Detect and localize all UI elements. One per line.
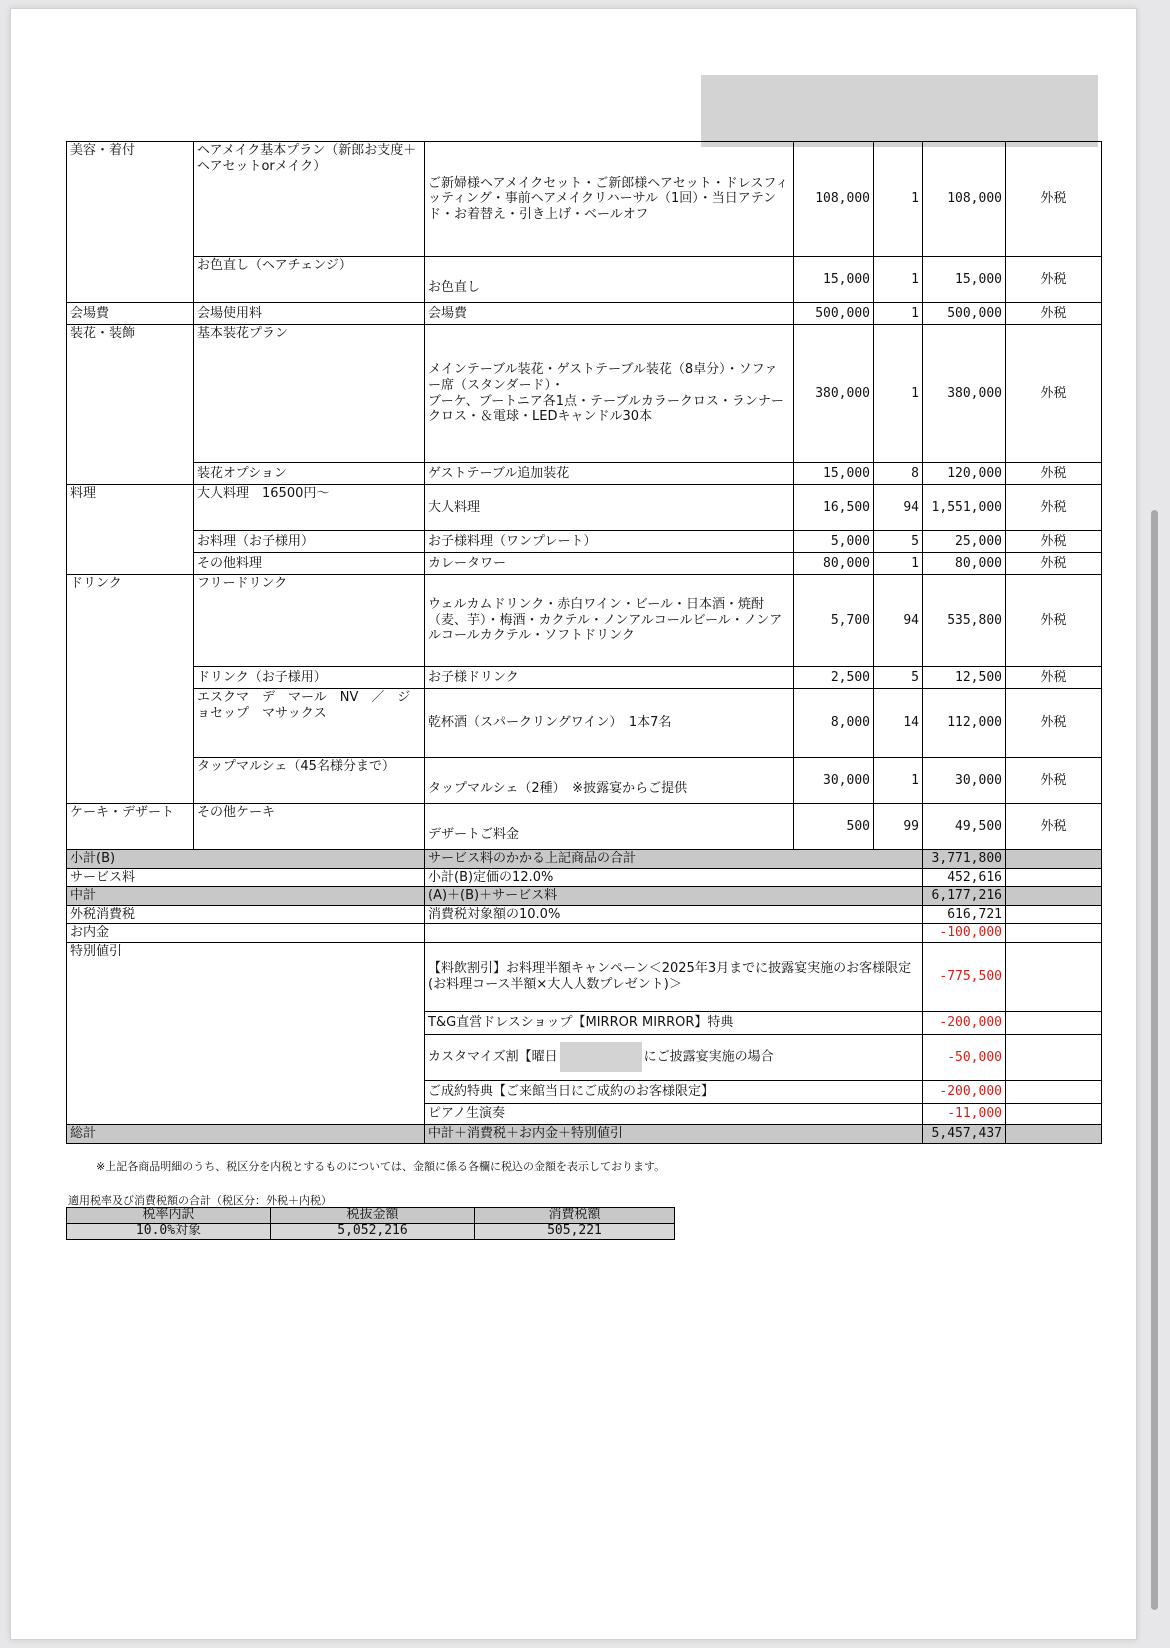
- midtotal-label: 中計: [67, 887, 425, 906]
- discount-description: [425, 1034, 923, 1080]
- subtotal-label: 小計(B): [67, 850, 425, 869]
- tax-type-cell: 外税: [1006, 575, 1102, 667]
- item-cell: 基本装花プラン: [194, 325, 425, 463]
- price-cell: 2,500: [794, 667, 874, 689]
- deposit-row: [67, 924, 1102, 943]
- tax-type-cell: 外税: [1006, 142, 1102, 257]
- category-cell: 料理: [67, 485, 194, 575]
- amount-cell: 1,551,000: [923, 485, 1006, 531]
- tax-type-cell: 外税: [1006, 531, 1102, 553]
- qty-cell: 5: [874, 667, 923, 689]
- discount-value: -775,500: [923, 942, 1006, 1011]
- item-cell: その他料理: [194, 553, 425, 575]
- description-cell: [425, 325, 794, 463]
- table-row: [67, 485, 1102, 531]
- description-cell: ご新婦様ヘアメイクセット・ご新郎様ヘアセット・ドレスフィッティング・事前ヘアメイクリハーサル（1回）・当日アテンド・お着替え・引き上げ・ベールオフ: [425, 142, 794, 257]
- service-charge-value: 452,616: [923, 868, 1006, 887]
- service-charge-row: [67, 868, 1102, 887]
- column-header: 消費税額: [475, 1208, 675, 1224]
- description-line: メインテーブル装花・ゲストテーブル装花（8卓分）・ソファー席（スタンダード）・: [428, 362, 778, 393]
- service-charge-label: サービス料: [67, 868, 425, 887]
- category-cell: 美容・着付: [67, 142, 194, 303]
- subtotal-description: サービス料のかかる上記商品の合計: [425, 850, 923, 869]
- amount-cell: 120,000: [923, 463, 1006, 485]
- item-cell: お料理（お子様用）: [194, 531, 425, 553]
- table-row: [67, 553, 1102, 575]
- discount-description: T&G直営ドレスショップ【MIRROR MIRROR】特典: [425, 1011, 923, 1034]
- tax-amount-cell: 505,221: [475, 1223, 675, 1239]
- description-cell: 会場費: [425, 303, 794, 325]
- qty-cell: 94: [874, 485, 923, 531]
- amount-cell: 12,500: [923, 667, 1006, 689]
- tax-type-cell: 外税: [1006, 303, 1102, 325]
- tax-type-cell: 外税: [1006, 758, 1102, 804]
- tax-type-cell: 外税: [1006, 804, 1102, 850]
- tax-summary-table: [66, 1207, 675, 1240]
- grand-total-row: [67, 1124, 1102, 1143]
- tax-type-cell: 外税: [1006, 463, 1102, 485]
- item-cell: 会場使用料: [194, 303, 425, 325]
- discount-description-end: にご披露宴実施の場合: [643, 1049, 774, 1065]
- amount-cell: 80,000: [923, 553, 1006, 575]
- tax-type-cell: 外税: [1006, 553, 1102, 575]
- column-header: 税抜金額: [271, 1208, 475, 1224]
- grand-total-label: 総計: [67, 1124, 425, 1143]
- amount-cell: 112,000: [923, 689, 1006, 758]
- subtotal-row: [67, 850, 1102, 869]
- description-cell: 乾杯酒（スパークリングワイン） 1本7名: [425, 689, 794, 758]
- description-line: ブーケ、ブートニア各1点・テーブルカラークロス・ランナークロス・＆電球・LEDキャンドル30本: [428, 393, 784, 425]
- price-cell: 8,000: [794, 689, 874, 758]
- table-row: [67, 758, 1102, 804]
- tax-type-cell: 外税: [1006, 485, 1102, 531]
- redacted-block: [701, 75, 1098, 147]
- tax-rate-cell: 10.0%対象: [67, 1223, 271, 1239]
- tax-type-cell: 外税: [1006, 325, 1102, 463]
- table-row: [67, 689, 1102, 758]
- amount-cell: 15,000: [923, 257, 1006, 303]
- qty-cell: 1: [874, 758, 923, 804]
- qty-cell: 1: [874, 325, 923, 463]
- qty-cell: 1: [874, 257, 923, 303]
- deposit-value: -100,000: [923, 924, 1006, 943]
- tax-summary-row: [67, 1223, 675, 1239]
- price-cell: 5,000: [794, 531, 874, 553]
- tax-note: ※上記各商品明細のうち、税区分を内税とするものについては、金額に係る各欄に税込の金額を表示しております。: [96, 1160, 666, 1173]
- amount-cell: 380,000: [923, 325, 1006, 463]
- table-row: [67, 257, 1102, 303]
- amount-cell: 30,000: [923, 758, 1006, 804]
- grand-total-value: 5,457,437: [923, 1124, 1006, 1143]
- discount-row: [67, 942, 1102, 1011]
- item-cell: エスクマ デ マール NV ／ ジョセップ マサックス: [194, 689, 425, 758]
- item-cell: フリードリンク: [194, 575, 425, 667]
- description-cell: 大人料理: [425, 485, 794, 531]
- price-cell: 16,500: [794, 485, 874, 531]
- amount-cell: 49,500: [923, 804, 1006, 850]
- table-row: [67, 463, 1102, 485]
- description-cell: タップマルシェ（2種） ※披露宴からご提供: [425, 758, 794, 804]
- category-cell: ドリンク: [67, 575, 194, 804]
- deposit-description: [425, 924, 923, 943]
- description-cell: カレータワー: [425, 553, 794, 575]
- tax-type-cell: 外税: [1006, 689, 1102, 758]
- grand-total-description: 中計＋消費税＋お内金＋特別値引: [425, 1124, 923, 1143]
- midtotal-value: 6,177,216: [923, 887, 1006, 906]
- deposit-label: お内金: [67, 924, 425, 943]
- description-cell: ウェルカムドリンク・赤白ワイン・ビール・日本酒・焼酎（麦、芋）・梅酒・カクテル・ノンアルコールビール・ノンアルコールカクテル・ソフトドリンク: [425, 575, 794, 667]
- tax-summary-header: [67, 1208, 675, 1224]
- table-row: [67, 804, 1102, 850]
- qty-cell: 1: [874, 142, 923, 257]
- price-cell: 500: [794, 804, 874, 850]
- price-cell: 15,000: [794, 257, 874, 303]
- consumption-tax-description: 消費税対象額の10.0%: [425, 905, 923, 924]
- discount-description: ピアノ生演奏: [425, 1103, 923, 1124]
- qty-cell: 1: [874, 303, 923, 325]
- item-cell: 大人料理 16500円～: [194, 485, 425, 531]
- description-cell: デザートご料金: [425, 804, 794, 850]
- description-cell: お子様ドリンク: [425, 667, 794, 689]
- estimate-table: [66, 141, 1102, 1144]
- price-cell: 380,000: [794, 325, 874, 463]
- description-cell: ゲストテーブル追加装花: [425, 463, 794, 485]
- scrollbar[interactable]: [1151, 510, 1158, 1610]
- consumption-tax-value: 616,721: [923, 905, 1006, 924]
- table-row: [67, 325, 1102, 463]
- tax-summary-title: 適用税率及び消費税額の合計（税区分：外税＋内税）: [68, 1194, 332, 1207]
- consumption-tax-row: [67, 905, 1102, 924]
- item-cell: 装花オプション: [194, 463, 425, 485]
- table-row: [67, 142, 1102, 257]
- qty-cell: 99: [874, 804, 923, 850]
- qty-cell: 8: [874, 463, 923, 485]
- discount-value: -50,000: [923, 1034, 1006, 1080]
- subtotal-value: 3,771,800: [923, 850, 1006, 869]
- pre-tax-amount-cell: 5,052,216: [271, 1223, 475, 1239]
- price-cell: 108,000: [794, 142, 874, 257]
- redacted-block: [560, 1042, 642, 1072]
- table-row: [67, 303, 1102, 325]
- description-cell: お色直し: [425, 257, 794, 303]
- tax-type-cell: 外税: [1006, 667, 1102, 689]
- amount-cell: 108,000: [923, 142, 1006, 257]
- discount-value: -200,000: [923, 1080, 1006, 1103]
- price-cell: 15,000: [794, 463, 874, 485]
- price-cell: 80,000: [794, 553, 874, 575]
- item-cell: お色直し（ヘアチェンジ）: [194, 257, 425, 303]
- midtotal-description: (A)＋(B)＋サービス料: [425, 887, 923, 906]
- item-cell: その他ケーキ: [194, 804, 425, 850]
- price-cell: 5,700: [794, 575, 874, 667]
- table-row: [67, 531, 1102, 553]
- amount-cell: 500,000: [923, 303, 1006, 325]
- discount-label: 特別値引: [67, 942, 425, 1124]
- qty-cell: 1: [874, 553, 923, 575]
- tax-type-cell: 外税: [1006, 257, 1102, 303]
- amount-cell: 25,000: [923, 531, 1006, 553]
- service-charge-description: 小計(B)定価の12.0%: [425, 868, 923, 887]
- consumption-tax-label: 外税消費税: [67, 905, 425, 924]
- amount-cell: 535,800: [923, 575, 1006, 667]
- discount-description: 【料飲割引】お料理半額キャンペーン＜2025年3月までに披露宴実施のお客様限定(お料理コース半額×大人人数プレゼント)＞: [425, 942, 923, 1011]
- description-cell: お子様料理（ワンプレート）: [425, 531, 794, 553]
- category-cell: 会場費: [67, 303, 194, 325]
- table-row: [67, 575, 1102, 667]
- qty-cell: 94: [874, 575, 923, 667]
- discount-value: -200,000: [923, 1011, 1006, 1034]
- discount-value: -11,000: [923, 1103, 1006, 1124]
- item-cell: ドリンク（お子様用）: [194, 667, 425, 689]
- qty-cell: 14: [874, 689, 923, 758]
- qty-cell: 5: [874, 531, 923, 553]
- column-header: 税率内訳: [67, 1208, 271, 1224]
- item-cell: タップマルシェ（45名様分まで）: [194, 758, 425, 804]
- category-cell: ケーキ・デザート: [67, 804, 194, 850]
- category-cell: 装花・装飾: [67, 325, 194, 485]
- table-row: [67, 667, 1102, 689]
- discount-description: ご成約特典【ご来館当日にご成約のお客様限定】: [425, 1080, 923, 1103]
- item-cell: ヘアメイク基本プラン（新郎お支度＋ヘアセットorメイク）: [194, 142, 425, 257]
- price-cell: 30,000: [794, 758, 874, 804]
- price-cell: 500,000: [794, 303, 874, 325]
- discount-description-start: カスタマイズ割【曜日: [428, 1049, 558, 1065]
- midtotal-row: [67, 887, 1102, 906]
